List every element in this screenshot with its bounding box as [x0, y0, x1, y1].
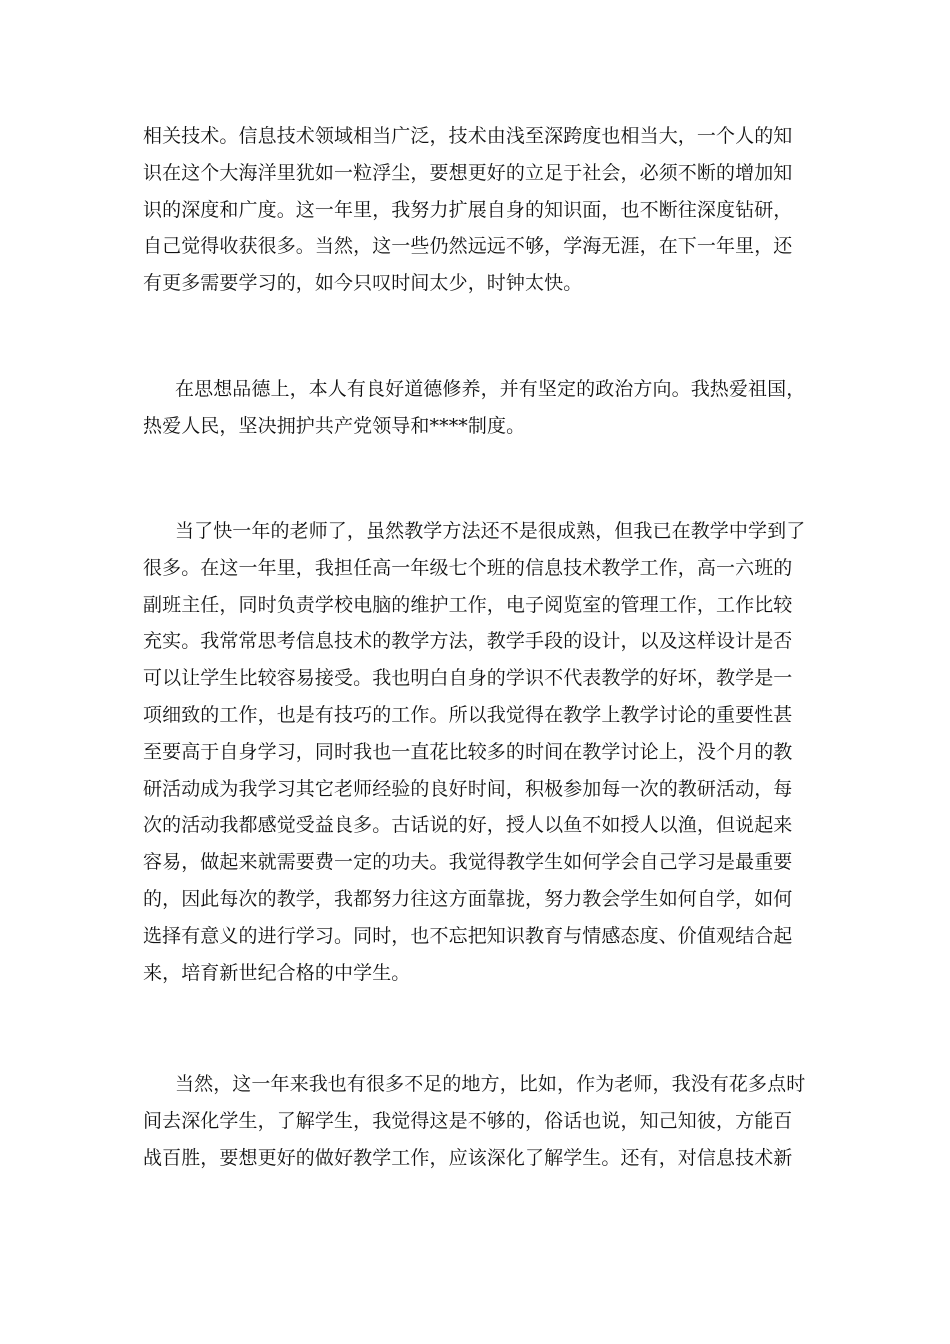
text-line: 次的活动我都感觉受益良多。古话说的好，授人以鱼不如授人以渔，但说起来	[143, 814, 793, 837]
text-line: 副班主任，同时负责学校电脑的维护工作，电子阅览室的管理工作，工作比较	[143, 593, 793, 616]
text-line: 当了快一年的老师了，虽然教学方法还不是很成熟，但我已在教学中学到了	[175, 520, 806, 542]
text-line: 相关技术。信息技术领域相当广泛，技术由浅至深跨度也相当大，一个人的知	[143, 125, 793, 147]
paragraph-shortcomings	[143, 1066, 808, 1176]
paragraph-moral-character	[143, 371, 808, 445]
text-line: 识的深度和广度。这一年里，我努力扩展自身的知识面，也不断往深度钻研，	[143, 198, 793, 221]
text-line: 很多。在这一年里，我担任高一年级七个班的信息技术教学工作，高一六班的	[143, 556, 793, 579]
text-line: 有更多需要学习的，如今只叹时间太少，时钟太快。	[143, 272, 583, 295]
text-line: 可以让学生比较容易接受。我也明白自身的学识不代表教学的好坏，教学是一	[143, 667, 793, 690]
text-line: 选择有意义的进行学习。同时，也不忘把知识教育与情感态度、价值观结合起	[143, 924, 793, 947]
text-line: 当然，这一年来我也有很多不足的地方，比如，作为老师，我没有花多点时	[175, 1073, 806, 1095]
text-line: 在思想品德上，本人有良好道德修养，并有坚定的政治方向。我热爱祖国，	[175, 378, 806, 400]
text-line: 间去深化学生，了解学生，我觉得这是不够的，俗话也说，知己知彼，方能百	[143, 1109, 793, 1132]
text-line: 项细致的工作，也是有技巧的工作。所以我觉得在教学上教学讨论的重要性甚	[143, 703, 793, 726]
text-line: 来，培育新世纪合格的中学生。	[143, 961, 411, 984]
text-line: 研活动成为我学习其它老师经验的良好时间，积极参加每一次的教研活动，每	[143, 777, 793, 800]
text-line: 自己觉得收获很多。当然，这一些仍然远远不够，学海无涯，在下一年里，还	[143, 235, 793, 258]
text-line: 至要高于自身学习，同时我也一直花比较多的时间在教学讨论上，没个月的教	[143, 740, 793, 763]
text-line: 战百胜，要想更好的做好教学工作，应该深化了解学生。还有，对信息技术新	[143, 1146, 793, 1169]
paragraph-teaching-work	[143, 513, 808, 991]
text-line: 识在这个大海洋里犹如一粒浮尘，要想更好的立足于社会，必须不断的增加知	[143, 161, 793, 184]
text-line: 热爱人民，坚决拥护共产党领导和****制度。	[143, 414, 526, 437]
text-line: 的，因此每次的教学，我都努力往这方面靠拢，努力教会学生如何自学，如何	[143, 887, 793, 910]
paragraph-technical-knowledge	[143, 118, 808, 302]
text-line: 容易，做起来就需要费一定的功夫。我觉得教学生如何学会自己学习是最重要	[143, 851, 793, 874]
text-line: 充实。我常常思考信息技术的教学方法，教学手段的设计，以及这样设计是否	[143, 630, 793, 653]
